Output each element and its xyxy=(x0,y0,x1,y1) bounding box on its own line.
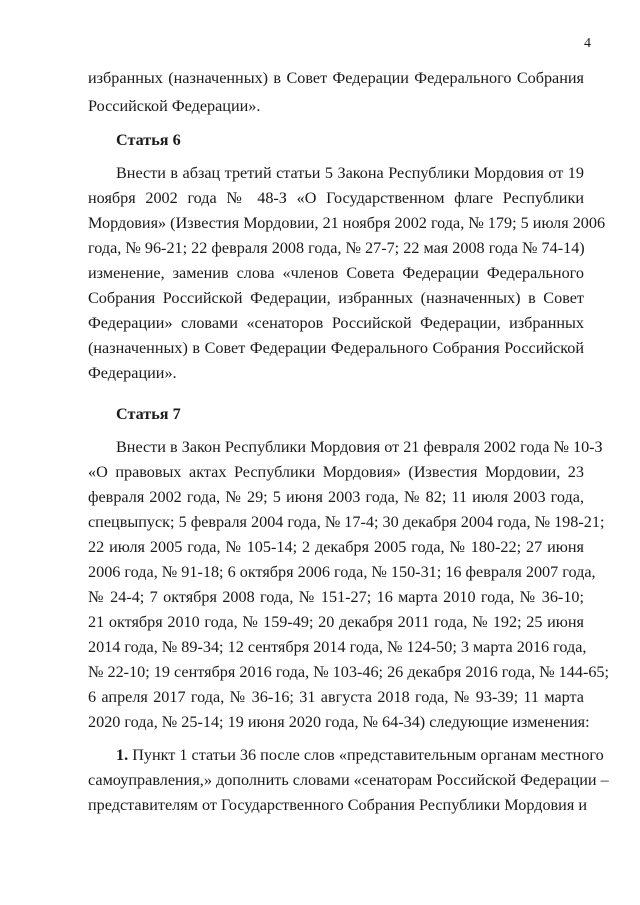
text-line: самоуправления,» дополнить словами «сенаторам Российской Федерации – xyxy=(88,771,609,789)
text-line: 2014 года, № 89-34; 12 сентября 2014 года, № 124-50; 3 марта 2016 года, xyxy=(88,638,587,656)
text-line: спецвыпуск; 5 февраля 2004 года, № 17-4; 30 декабря 2004 года, № 198-21; xyxy=(88,513,605,531)
text-line: Федерации». xyxy=(88,364,177,382)
text-line: 2006 года, № 91-18; 6 октября 2006 года, № 150-31; 16 февраля 2007 года, xyxy=(88,563,596,581)
list-item xyxy=(116,745,604,765)
text-line: № 22-10; 19 сентября 2016 года, № 103-46; 26 декабря 2016 года, № 144-65; xyxy=(88,663,610,681)
text-line: Федерации» словами «сенаторов Российской Федерации, избранных xyxy=(88,314,584,332)
text-line: изменение, заменив слова «членов Совета Федерации Федерального xyxy=(88,264,584,282)
text-line: 22 июля 2005 года, № 105-14; 2 декабря 2005 года, № 180-22; 27 июня xyxy=(88,538,584,556)
text-line: февраля 2002 года, № 29; 5 июня 2003 года, № 82; 11 июля 2003 года, xyxy=(88,488,584,506)
text-line: Внести в абзац третий статьи 5 Закона Республики Мордовия от 19 xyxy=(116,164,584,182)
text-line: «О правовых актах Республики Мордовия» (Известия Мордовии, 23 xyxy=(88,463,584,481)
text-line: представителям от Государственного Собрания Республики Мордовия и xyxy=(88,796,587,814)
text-line: Внести в Закон Республики Мордовия от 21 февраля 2002 года № 10-З xyxy=(116,438,603,456)
text-line: 21 октября 2010 года, № 159-49; 20 декабря 2011 года, № 192; 25 июня xyxy=(88,613,584,631)
item-number: 1. xyxy=(116,746,129,764)
text-line: № 24-4; 7 октября 2008 года, № 151-27; 16 марта 2010 года, № 36-10; xyxy=(88,588,584,606)
text-line: 6 апреля 2017 года, № 36-16; 31 августа 2018 года, № 93-39; 11 марта xyxy=(88,688,584,706)
article-heading: Статья 7 xyxy=(116,405,181,423)
text-line: Собрания Российской Федерации, избранных (назначенных) в Совет xyxy=(88,289,584,307)
text-line: избранных (назначенных) в Совет Федерации Федерального Собрания xyxy=(88,69,584,87)
text-line: ноября 2002 года № 48-З «О Государственном флаге Республики xyxy=(88,189,584,207)
text-line: (назначенных) в Совет Федерации Федерального Собрания Российской xyxy=(88,339,584,357)
article-heading: Статья 6 xyxy=(116,131,181,149)
text-line: года, № 96-21; 22 февраля 2008 года, № 27-7; 22 мая 2008 года № 74-14) xyxy=(88,239,585,257)
page-number: 4 xyxy=(584,36,591,51)
text-line: 2020 года, № 25-14; 19 июня 2020 года, № 64-34) следующие изменения: xyxy=(88,713,590,731)
text-line: Российской Федерации». xyxy=(88,97,261,115)
text-line: Мордовия» (Известия Мордовии, 21 ноября 2002 года, № 179; 5 июля 2006 xyxy=(88,214,606,232)
item-text: Пункт 1 статьи 36 после слов «представительным органам местного xyxy=(128,746,604,764)
